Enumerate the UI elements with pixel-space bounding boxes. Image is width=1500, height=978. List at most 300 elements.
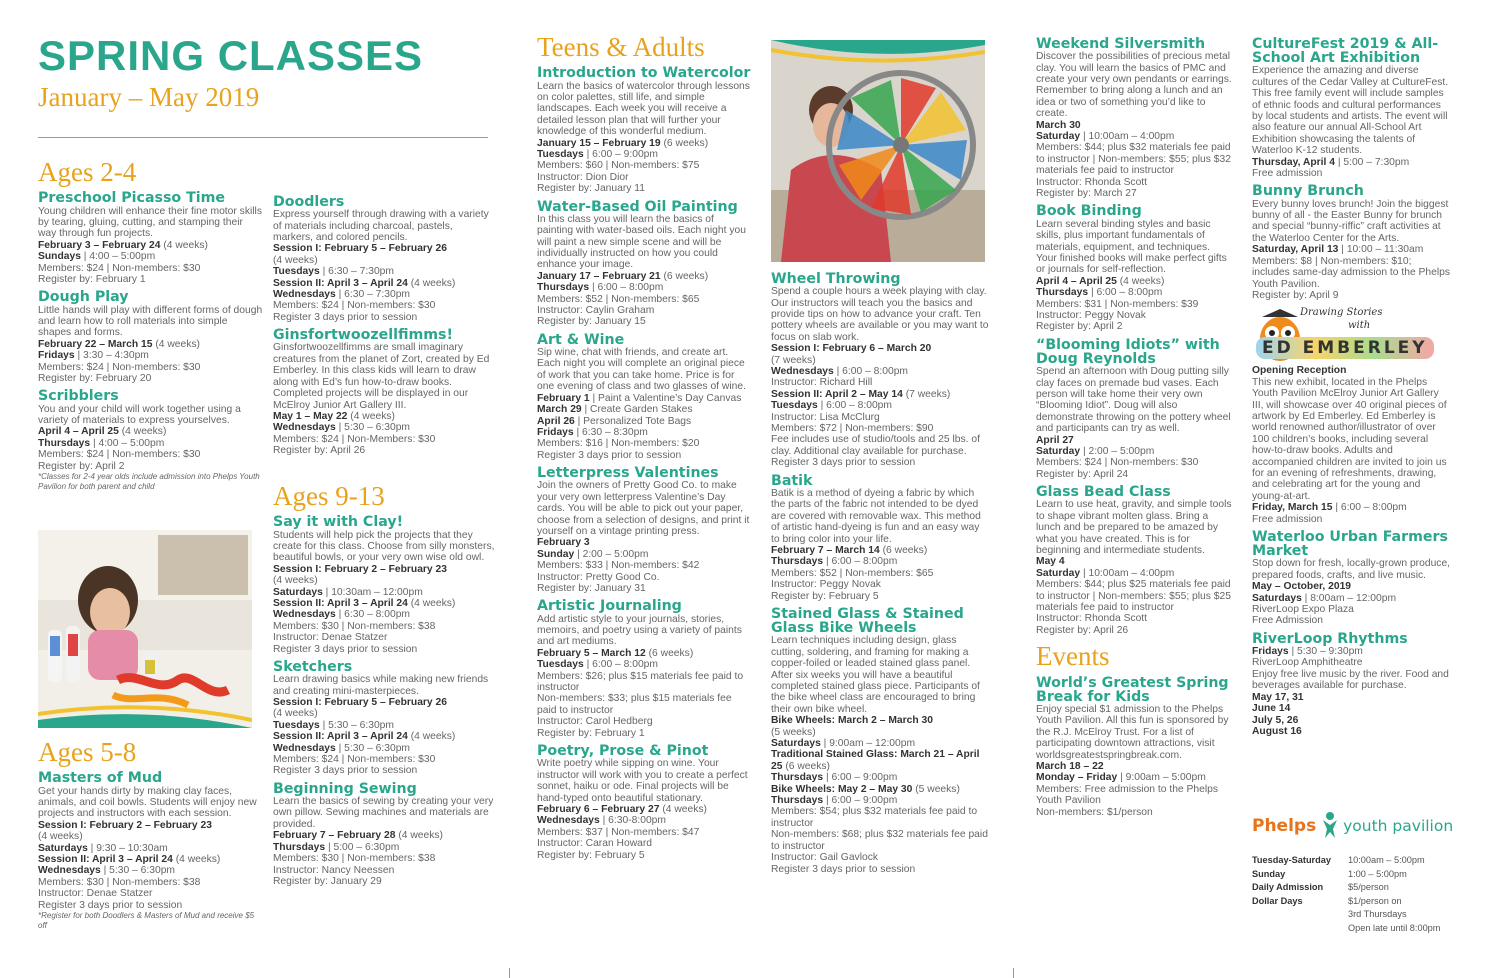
child-painting-photo [38,530,252,728]
class-cost: Members: $24 | Non-members: $30 [38,262,201,274]
class-glass-bead [1036,485,1232,636]
event-time: | 8:00am – 12:00pm [1301,592,1397,604]
class-time: | 2:00 – 5:00pm [574,548,649,560]
class-time: | 3:30 – 4:30pm [74,350,149,362]
class-sketchers [273,660,495,777]
session-1-time: | 6:30 – 7:30pm [319,266,394,278]
class-time: | 5:30 – 6:30pm [335,422,410,434]
class-desc: Spend an afternoon with Doug putting silly clay faces on premade bud vases. Each person will take home their very own “Blooming Idiot”. Doug will also demonstrate throwing on the pottery wheel and participants can try as well. [1036,366,1231,435]
event-date-3: April 26 [537,415,575,427]
ages-5-8-block [38,738,263,931]
class-day: Thursdays [1036,287,1089,299]
traditional-glass-session: Traditional Stained Glass: March 21 – April 25 [771,749,980,772]
column-3 [537,33,752,861]
pavilion-figure-icon [1321,811,1339,839]
class-desc: Sip wine, chat with friends, and create art. Each night you will complete an original piece of work that you can take home. Price is for one evening of class and two glasses of wine. [537,347,746,393]
class-register: Register 3 days prior to session [273,643,418,655]
class-day: Thursdays [273,841,326,853]
class-register: Register by: April 24 [1036,468,1129,480]
session-1-time: | 9:30 – 10:30am [87,842,168,854]
pavilion-hours-table [1252,854,1440,936]
event-cost-nonmembers: Non-members: $1/person [1036,806,1153,818]
event-register: Register by: April 9 [1252,289,1339,301]
class-intro-watercolor [537,66,752,194]
session-1-day: Saturdays [38,842,88,854]
class-cost-nonmembers: Non-members: $33; plus $15 materials fee paid to instructor [537,693,732,716]
class-desc: Discover the possibilities of precious metal clay. You will learn the basics of PMC and create your very own pendants or earrings. Remember to bring along a lunch and an idea or two of something you’d like to create. [1036,51,1232,120]
class-day: Wednesdays [537,815,600,827]
class-dates: May 1 – May 22 [273,410,348,422]
section-title-ages-9-13: Ages 9-13 [273,481,385,511]
session-2-time: | 5:30 – 6:30pm [335,742,410,754]
header-divider [38,137,488,138]
class-weeks: (4 weeks) [395,830,443,842]
event-title: RiverLoop Rhythms [1252,630,1408,647]
class-stained-glass [771,607,989,875]
session-2-weeks: (4 weeks) [172,853,221,865]
hours-row [1252,895,1440,909]
event-time: | 10:00 – 11:30am [1338,244,1424,256]
session-2-day: Wednesdays [273,289,336,301]
class-title: Water-Based Oil Painting [537,198,738,215]
class-title: Doodlers [273,194,345,210]
hours-label [1252,908,1348,922]
class-register: Register by: February 5 [537,849,645,861]
class-instructor: Instructor: Pretty Good Co. [537,571,660,583]
class-instructor: Instructor: Dion Dior [537,171,629,183]
session-1-weeks: (4 weeks) [273,708,318,720]
session-2-time: | 6:00 – 8:00pm [817,400,892,412]
class-fee-note: Fee includes use of studio/tools and 25 lbs. of clay. Additional clay available for purchase. [771,434,980,457]
class-desc: Learn drawing basics while making new friends and creating mini-masterpieces. [273,674,489,697]
class-cost: Members: $24 | Non-members: $30 [38,361,201,373]
class-title: Stained Glass & Stained Glass Bike Wheels [771,605,964,637]
event-desc: Enjoy free live music by the river. Food and beverages available for purchase. [1252,668,1449,692]
column-6 [1252,32,1452,737]
session-1-instructor: Instructor: Richard Hill [771,377,873,389]
class-cost: Members: $60 | Non-members: $75 [537,160,700,172]
class-dates: January 15 – February 19 [537,137,661,149]
class-poetry-prose-pinot [537,744,752,861]
bike-wheels-session-1-time: | 9:00am – 12:00pm [820,738,916,750]
session-2: Session II: April 3 – April 24 [38,853,173,865]
class-cost-nonmembers: Non-members: $68; plus $32 materials fee paid to instructor [771,829,988,852]
hours-row [1252,868,1440,882]
session-2-day: Tuesdays [771,400,818,412]
event-day: Monday – Friday [1036,772,1118,784]
class-dates: March 30 [1036,119,1081,131]
class-desc: Write poetry while sipping on wine. Your instructor will work with you to create a perfect sonnet, haiku or ode. Final projects will be hand-typed onto beautiful stationary. [537,758,748,804]
bike-wheels-session-1: Bike Wheels: March 2 – March 30 [771,715,933,727]
class-day: Thursdays [771,556,824,568]
class-title: “Blooming Idiots” with Doug Reynolds [1036,336,1220,367]
class-weeks: (6 weeks) [879,544,928,556]
class-time: | 6:00 – 8:00pm [589,282,664,294]
class-dates: February 6 – February 27 [537,803,660,815]
class-register: Register by: February 1 [38,273,146,285]
class-register: Register by: February 5 [771,590,879,602]
class-dates: January 17 – February 21 [537,270,661,282]
class-time: | 4:00 – 5:00pm [80,251,156,263]
class-cost: Members: $30 | Non-members: $38 [273,853,436,865]
class-day: Fridays [537,426,574,438]
class-dates: April 27 [1036,434,1074,446]
logo-drawing-stories: Drawing Stories [1300,307,1383,319]
column-4 [771,267,989,875]
hours-label: Sunday [1252,868,1286,879]
session-1-day: Saturdays [273,586,323,598]
class-register: Register by: March 27 [1036,188,1137,200]
event-date-3: July 5, 26 [1252,714,1299,726]
class-title: Say it with Clay! [273,514,404,531]
class-day: Sunday [537,548,575,560]
class-register: Register by: January 29 [273,875,382,887]
class-weeks: (4 weeks) [347,410,395,422]
traditional-glass-day: Thursdays [771,772,824,784]
session-2-instructor: Instructor: Lisa McClurg [771,411,880,423]
class-desc: Learn to use heat, gravity, and simple tools to shape vibrant molten glass. Bring a lunch and be prepared to be amazed by what you have created. This is for beginning and intermediate students. [1036,499,1232,557]
event-time: | 5:30 – 9:30pm [1288,646,1363,658]
class-instructor: Instructor: Peggy Novak [1036,309,1146,321]
class-cost: Members: $44; plus $32 materials fee paid to instructor | Non-members: $55; plus $32 materials fee paid to instructor [1036,142,1231,177]
event-cost: Free Admission [1252,615,1323,627]
class-dates: February 22 – March 15 [38,338,153,350]
hours-value: 10:00am – 5:00pm [1348,855,1425,865]
class-time: | 6:00 – 8:00pm [823,556,898,568]
ages-9-13-block [273,482,495,887]
session-1-time: | 6:00 – 8:00pm [833,366,908,378]
class-desc: Express yourself through drawing with a variety of materials including charcoal, pastels, markers, and colored pencils. [273,209,489,244]
class-cost: Members: $30 | Non-members: $38 [38,876,201,888]
session-2-day: Wednesdays [273,609,336,621]
class-register: Register by: April 2 [38,460,125,472]
class-day: Thursdays [38,437,91,449]
event-date-4: August 16 [1252,725,1302,737]
class-title: Weekend Silversmith [1036,36,1206,52]
event-day: Fridays [1252,646,1289,658]
class-title: Scribblers [38,388,119,405]
event-title: Waterloo Urban Farmers Market [1252,529,1448,560]
class-day: Fridays [38,350,75,362]
class-register: Register 3 days prior to session [273,311,418,323]
class-dates: February 3 [537,537,590,549]
class-dates: February 5 – March 12 [537,647,646,659]
class-cost: Members: $24 | Non-members: $30 [273,754,436,766]
hours-value: Open late until 8:00pm [1348,922,1441,933]
class-weeks: (4 weeks) [118,426,167,438]
class-cost: Members: $24 | Non-members: $30 [273,300,436,312]
class-weeks: (4 weeks) [659,803,707,815]
session-2-day: Wednesdays [38,865,101,877]
class-instructor: Instructor: Caran Howard [537,838,653,850]
event-farmers-market [1252,530,1452,627]
class-beginning-sewing [273,782,495,887]
class-register: Register 3 days prior to session [537,449,682,461]
class-register: Register 3 days prior to session [273,765,418,777]
event-time: | 6:00 – 8:00pm [1332,502,1407,514]
class-time: | 6:00 – 9:00pm [583,148,658,160]
session-1-weeks: (4 weeks) [273,254,318,266]
event-topic-1: | Paint a Valentine’s Day Canvas [589,392,742,404]
fold-mark-left [509,968,510,978]
event-place: RiverLoop Amphitheatre [1252,657,1363,669]
bike-wheel-photo [771,40,985,262]
class-day: Tuesdays [537,148,584,160]
event-desc: Every bunny loves brunch! Join the biggest bunny of all - the Easter Bunny for brunch and special “bunny-riffic” craft activities at the Waterloo Center for the Arts. [1252,198,1449,244]
class-time: | 10:00am – 4:00pm [1080,131,1175,143]
class-instructor: Instructor: Denae Statzer [273,632,388,644]
class-title: Preschool Picasso Time [38,190,226,207]
event-topic-3: | Personalized Tote Bags [574,415,692,427]
session-1-weeks: (4 weeks) [273,575,318,587]
class-desc: You and your child will work together using a variety of materials to express yourselves. [38,403,241,427]
class-title: Art & Wine [537,331,625,348]
class-title: Introduction to Watercolor [537,65,751,82]
event-dates: May – October, 2019 [1252,581,1352,593]
class-day: Sundays [38,251,81,263]
class-dates: April 4 – April 25 [1036,275,1117,287]
class-cost: Members: $24 | Non-members: $30 [1036,457,1199,469]
class-title: Book Binding [1036,203,1142,220]
class-cost-members: Members: $26; plus $15 materials fee paid to instructor [537,670,744,694]
column-5 [1036,32,1232,818]
class-oil-painting [537,200,752,328]
class-scribblers [38,389,263,492]
class-desc: In this class you will learn the basics of painting with water-based oils. Each night you will paint a new simple scene and will be individually instructed on how you could enhance your image. [537,213,746,271]
event-day: Saturday, April 13 [1252,244,1339,256]
class-artistic-journaling [537,599,752,739]
class-title: Wheel Throwing [771,271,901,287]
event-riverloop-rhythms [1252,632,1452,737]
class-title: Poetry, Prose & Pinot [537,743,709,760]
class-title: Beginning Sewing [273,780,417,797]
class-desc: Young children will enhance their fine motor skills by tearing, gluing, cutting, and stamping their way through fun projects. [38,205,262,240]
bike-wheels-session-1-weeks: (5 weeks) [771,726,816,738]
class-title: Ginsfortwoozellfimms! [273,327,453,344]
event-date-1: May 17, 31 [1252,691,1304,703]
class-time: | 4:00 – 5:00pm [90,437,165,449]
class-cost: Members: $24 | Non-members: $30 [38,449,201,461]
hours-value: 1:00 – 5:00pm [1348,868,1407,879]
class-cost: Members: $37 | Non-members: $47 [537,826,700,838]
session-2: Session II: April 2 – May 14 [771,388,903,400]
pavilion-hours-body [1252,854,1440,936]
class-day: Saturday [1036,446,1081,457]
class-register: Register by: April 26 [1036,624,1129,636]
session-1-day: Wednesdays [771,366,834,378]
class-day: Tuesdays [537,659,584,671]
event-culturefest [1252,37,1452,179]
class-instructor: Instructor: Nancy Neessen [273,864,395,876]
class-desc: Learn several binding styles and basic skills, plus important fundamentals of materials, equipment, and techniques. Your finished books will make perfect gifts or journals for self-reflection. [1036,218,1227,276]
class-desc: Students will help pick the projects that they create for this class. Choose from silly monsters, beautiful bowls, or your very own wise old owl. [273,529,495,564]
event-day: Thursday, April 4 [1252,156,1335,168]
class-title: Dough Play [38,289,129,306]
class-dates: April 4 – April 25 [38,426,119,438]
class-cost-members: Members: $54; plus $32 materials fee paid to instructor [771,806,978,829]
class-instructor: Instructor: Peggy Novak [771,579,881,591]
ages-2-4-block [38,158,263,492]
class-register: Register by: April 2 [1036,321,1123,333]
section-title-events: Events [1036,641,1110,672]
class-dates: February 7 – February 28 [273,830,396,842]
bike-wheel-illustration [771,40,985,262]
class-title: Glass Bead Class [1036,484,1171,501]
class-instructor: Instructor: Caylin Graham [537,305,655,317]
event-date-2: March 29 [537,404,582,416]
session-2-weeks: (4 weeks) [407,731,456,743]
event-time: | 5:00 – 7:30pm [1334,156,1410,168]
session-1-time: | 10:30am – 12:00pm [322,586,423,598]
session-1: Session I: February 5 – February 26 [273,243,447,255]
class-dates: February 3 – February 24 [38,239,161,251]
event-cost: Members: $8 | Non-members: $10; includes same-day admission to the Phelps Youth Pavilion. [1252,255,1451,290]
class-weeks: (4 weeks) [1116,275,1165,287]
class-title: Batik [771,472,813,489]
class-preschool-picasso [38,191,263,285]
class-desc: Batik is a method of dyeing a fabric by which the parts of the fabric not intended to be dyed are covered with removable wax. This method of artistic hand-dyeing is fun and an easy way to bring color into your life. [771,487,981,545]
hours-row [1252,854,1440,868]
logo-ed-emberley: ED EMBERLEY [1256,337,1434,359]
bike-wheels-session-2-day: Thursdays [771,795,824,807]
class-instructor: Instructor: Denae Statzer [38,888,153,900]
event-desc: This new exhibit, located in the Phelps Youth Pavilion McElroy Junior Art Gallery III, will showcase over 40 original pieces of artwork by Ed Emberley. Ed Emberley is world renowned author/illustrator of over 100 children’s books, including several how-to-draw books. Adults and accompanied children are invited to join us for an evening of refreshments, drawing, and celebrating art for the young and young-at-art. [1252,376,1447,502]
class-dates: May 4 [1036,556,1065,568]
hours-label [1252,922,1348,936]
class-desc: Learn techniques including design, glass cutting, soldering, and framing for making a copper-foiled or leaded stained glass panel. After six weeks you will have a beautiful completed stained glass piece. Participants of the bike wheel class are encouraged to bring their own bike wheel. [771,635,980,715]
class-letterpress [537,466,752,594]
class-title: Artistic Journaling [537,598,682,615]
class-cost: Members: $30 | Non-members: $38 [273,620,436,632]
class-instructor: Instructor: Carol Hedberg [537,716,653,728]
hours-row [1252,922,1440,936]
class-desc: Add artistic style to your journals, stories, memoirs, and poetry using a variety of paints and art mediums. [537,613,742,648]
event-day: Friday, March 15 [1252,502,1333,514]
class-weeks: (6 weeks) [660,137,709,149]
session-1-weeks: (4 weeks) [38,831,83,843]
session-2: Session II: April 3 – April 24 [273,731,408,743]
session-1-day: Tuesdays [273,719,320,731]
section-title-ages-2-4: Ages 2-4 [38,157,137,187]
class-register: Register by: January 15 [537,316,646,328]
session-2-weeks: (7 weeks) [902,388,951,400]
event-emberley-reception [1252,365,1452,525]
bike-wheels-session-2-time: | 6:00 – 9:00pm [823,795,898,807]
class-cost: Members: $52 | Non-members: $65 [771,567,934,579]
traditional-glass-time: | 6:00 – 9:00pm [823,772,898,784]
class-blooming-idiots [1036,338,1232,480]
event-cost-members: Members: Free admission to the Phelps Youth Pavilion [1036,783,1218,807]
class-time: | 2:00 – 5:00pm [1080,446,1155,457]
class-dates: February 7 – March 14 [771,544,880,556]
class-desc: Join the owners of Pretty Good Co. to make your very own letterpress Valentine’s Day cards. You will be able to pick out your paper, choose from a selection of designs, and print it yourself on a vintage printing press. [537,480,750,537]
page-subtitle: January – May 2019 [38,82,260,112]
class-weeks: (6 weeks) [660,270,709,282]
class-desc: Ginsfortwoozellfimms are small imaginary creatures from the planet of Zort, created by Ed Emberley. In this class kids will learn to draw along with Ed’s fun how-to-draw books. Completed projects will be displayed in our McElroy Junior Art Gallery III. [273,342,490,411]
event-date-1: February 1 [537,392,590,404]
class-desc: Learn the basics of watercolor through lessons on color palettes, still life, and simple landscapes. Each week you will receive a detailed lesson plan that will further your knowledge of this wonderful medium. [537,80,750,138]
event-desc: Stop down for fresh, locally-grown produce, prepared foods, crafts, and live music. [1252,558,1451,581]
class-cost: Members: $33 | Non-members: $42 [537,560,700,572]
session-1-day: Tuesdays [273,266,320,278]
class-cost: Members: $24 | Non-Members: $30 [273,433,436,445]
session-2: Session II: April 3 – April 24 [273,597,408,609]
class-desc: Learn the basics of sewing by creating your very own pillow. Sewing machines and materials are provided. [273,796,494,830]
class-title: Sketchers [273,659,353,676]
class-day: Wednesdays [273,422,336,434]
class-register: Register by: February 20 [38,373,152,385]
session-1: Session I: February 2 – February 23 [38,819,212,831]
session-1-time: | 5:30 – 6:30pm [319,719,394,731]
class-title: Letterpress Valentines [537,465,719,482]
class-note: *Register for both Doodlers & Masters of Mud and receive $5 off [38,911,255,931]
hours-value: $5/person [1348,882,1389,893]
bike-wheels-session-2-weeks: (5 weeks) [912,783,960,795]
class-weeks: (6 weeks) [645,647,694,659]
class-batik [771,474,989,602]
session-2-weeks: (4 weeks) [407,277,456,289]
hours-label: Daily Admission [1252,882,1324,893]
event-desc: Experience the amazing and diverse cultures of the Cedar Valley at CultureFest. This free family event will include samples of ethnic foods and cultural performances by local students and artists. The event will also feature our annual All-School Art Exhibition showcasing the talents of Waterloo K-12 students. [1252,65,1449,157]
class-time: | 6:00 – 8:00pm [583,659,658,671]
class-register: Register 3 days prior to session [771,863,916,875]
class-cost: Members: $16 | Non-members: $20 [537,438,700,450]
event-topic-2: | Create Garden Stakes [581,404,693,416]
class-register: Register by: February 1 [537,727,645,739]
class-weeks: (4 weeks) [160,239,208,251]
hours-label: Tuesday-Saturday [1252,855,1331,865]
class-dough-play [38,290,263,384]
event-title: Opening Reception [1252,365,1347,377]
session-2-weeks: (4 weeks) [407,597,456,609]
class-cost: Members: $31 | Non-members: $39 [1036,298,1199,310]
event-desc: Enjoy special $1 admission to the Phelps Youth Pavilion. All this fun is sponsored by the R.J. McElroy Trust. For a list of participating downtown attractions, visit worldsgreatestspringbreak.com. [1036,704,1229,761]
session-2-time: | 6:30 – 8:00pm [335,609,410,621]
section-title-ages-5-8: Ages 5-8 [38,737,137,767]
event-cost: Free admission [1252,168,1323,180]
class-time: | 6:00 – 8:00pm [1088,287,1163,299]
hours-row [1252,908,1440,922]
event-title: World’s Greatest Spring Break for Kids [1036,674,1229,705]
logo-phelps: Phelps [1252,816,1317,836]
section-title-teens-adults: Teens & Adults [537,32,705,62]
session-1: Session I: February 2 – February 23 [273,563,447,575]
class-cost: Members: $72 | Non-members: $90 [771,423,934,435]
class-ginsfortwoozellfimms [273,328,495,456]
hours-row [1252,881,1440,895]
class-desc: Get your hands dirty by making clay faces, animals, and coil bowls. Students will enjoy new projects and instructors with each session. [38,785,257,820]
class-weekend-silversmith [1036,37,1232,199]
class-instructor: Instructor: Rhonda Scott [1036,613,1148,625]
class-book-binding [1036,204,1232,332]
class-time: | 5:00 – 6:30pm [325,841,400,853]
class-instructor: Instructor: Gail Gavlock [771,852,879,864]
session-2-time: | 5:30 – 6:30pm [100,865,175,877]
class-time: | 6:30 – 8:30pm [573,426,648,438]
page-title: SPRING CLASSES [38,32,424,79]
class-cost: Members: $44; plus $25 materials fee paid to instructor | Non-members: $55; plus $25 materials fee paid to instructor [1036,579,1231,614]
class-register: Register by: January 11 [537,183,645,195]
class-time: | 10:00am – 4:00pm [1080,567,1175,579]
session-2-day: Wednesdays [273,742,336,754]
class-day: Thursdays [537,282,590,294]
class-register: Register by: January 31 [537,583,646,594]
bike-wheels-session-2: Bike Wheels: May 2 – May 30 [771,783,913,795]
class-note: *Classes for 2-4 year olds include admission into Phelps Youth Pavilion for both parent and child [38,472,260,492]
class-cost: Members: $52 | Non-members: $65 [537,293,700,305]
class-title: Masters of Mud [38,770,163,787]
bike-wheels-session-1-day: Saturdays [771,738,821,750]
